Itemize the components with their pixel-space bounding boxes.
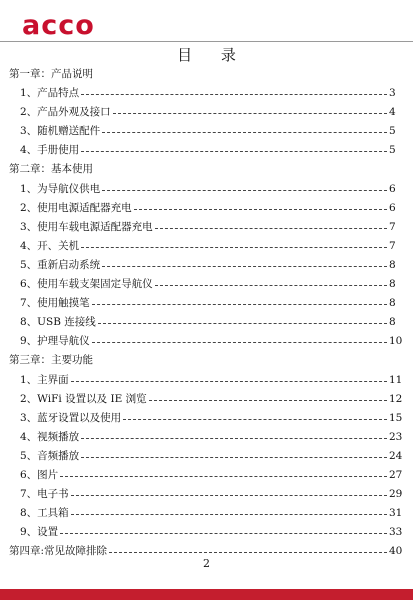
toc-entry-label: 3、使用车载电源适配器充电 xyxy=(20,220,153,233)
toc-entry[interactable] xyxy=(0,199,413,218)
toc-entry[interactable] xyxy=(0,428,413,447)
toc-entry[interactable] xyxy=(0,313,413,332)
toc-entry-label: 第二章：基本使用 xyxy=(9,163,93,176)
toc-page-number: 4 xyxy=(389,106,396,119)
toc-entry-label: 3、随机赠送配件 xyxy=(20,125,101,138)
table-of-contents xyxy=(0,65,413,561)
toc-entry-label: 5、音频播放 xyxy=(20,449,80,462)
dot-leader xyxy=(155,228,387,229)
brand-logo: acco xyxy=(22,10,95,41)
page-title: 目 录 xyxy=(177,46,248,64)
dot-leader xyxy=(102,266,387,267)
dot-leader xyxy=(81,438,387,439)
toc-page-number: 10 xyxy=(389,335,403,348)
toc-entry-label: 7、使用触摸笔 xyxy=(20,297,90,310)
dot-leader xyxy=(92,304,387,305)
toc-entry-label: 9、设置 xyxy=(20,526,59,539)
toc-entry[interactable] xyxy=(0,294,413,313)
toc-page-number: 29 xyxy=(389,488,403,501)
toc-entry[interactable] xyxy=(0,103,413,122)
dot-leader xyxy=(102,132,387,133)
toc-page-number: 8 xyxy=(389,278,396,291)
dot-leader xyxy=(60,533,387,534)
toc-entry[interactable] xyxy=(0,141,413,160)
footer-bar xyxy=(0,589,413,600)
toc-entry[interactable] xyxy=(0,466,413,485)
toc-entry-label: 6、使用车载支架固定导航仪 xyxy=(20,278,153,291)
toc-entry[interactable] xyxy=(0,523,413,542)
dot-leader xyxy=(134,209,387,210)
dot-leader xyxy=(71,381,387,382)
dot-leader xyxy=(71,514,387,515)
toc-entry-label: 4、视频播放 xyxy=(20,430,80,443)
toc-entry-label: 8、工具箱 xyxy=(20,507,69,520)
toc-entry-label: 4、开、关机 xyxy=(20,239,80,252)
toc-page-number: 5 xyxy=(389,125,396,138)
toc-entry-label: 8、USB 连接线 xyxy=(20,316,96,329)
dot-leader xyxy=(92,342,387,343)
toc-page-number: 3 xyxy=(389,87,396,100)
dot-leader xyxy=(60,476,387,477)
dot-leader xyxy=(149,400,387,401)
toc-entry[interactable] xyxy=(0,332,413,351)
toc-entry-label: 第四章:常见故障排除 xyxy=(9,545,108,558)
dot-leader xyxy=(98,323,387,324)
toc-entry-label: 1、产品特点 xyxy=(20,87,80,100)
dot-leader xyxy=(81,457,387,458)
toc-page-number: 8 xyxy=(389,258,396,271)
toc-entry-label: 2、使用电源适配器充电 xyxy=(20,201,132,214)
toc-entry-label: 第一章：产品说明 xyxy=(9,68,93,80)
dot-leader xyxy=(71,495,387,496)
header-divider xyxy=(0,41,413,42)
toc-page-number: 31 xyxy=(389,507,403,520)
toc-entry-label: 7、电子书 xyxy=(20,488,69,501)
toc-page-number: 7 xyxy=(389,220,396,233)
page-number: 2 xyxy=(203,557,210,570)
dot-leader xyxy=(81,151,387,152)
toc-page-number: 27 xyxy=(389,468,403,481)
toc-chapter[interactable] xyxy=(0,65,413,84)
toc-entry[interactable] xyxy=(0,180,413,199)
toc-entry[interactable] xyxy=(0,504,413,523)
toc-entry-label: 1、为导航仪供电 xyxy=(20,182,101,195)
toc-page-number: 12 xyxy=(389,392,403,405)
toc-page-number: 40 xyxy=(389,545,403,558)
toc-entry-label: 4、手册使用 xyxy=(20,144,80,157)
toc-page-number: 15 xyxy=(389,411,403,424)
toc-entry-label: 第三章：主要功能 xyxy=(9,354,93,367)
toc-page-number: 23 xyxy=(389,430,403,443)
dot-leader xyxy=(113,113,387,114)
dot-leader xyxy=(81,247,387,248)
toc-chapter[interactable] xyxy=(0,351,413,370)
toc-page-number: 24 xyxy=(389,449,403,462)
toc-page-number: 8 xyxy=(389,316,396,329)
toc-entry[interactable] xyxy=(0,485,413,504)
toc-entry[interactable] xyxy=(0,256,413,275)
toc-entry-label: 9、护理导航仪 xyxy=(20,335,90,348)
toc-page-number: 6 xyxy=(389,201,396,214)
toc-page-number: 6 xyxy=(389,182,396,195)
toc-entry[interactable] xyxy=(0,84,413,103)
toc-entry[interactable] xyxy=(0,447,413,466)
toc-entry-label: 2、产品外观及接口 xyxy=(20,106,111,119)
dot-leader xyxy=(109,552,387,553)
dot-leader xyxy=(155,285,387,286)
toc-entry[interactable] xyxy=(0,371,413,390)
toc-page-number: 8 xyxy=(389,297,396,310)
toc-entry-label: 3、蓝牙设置以及使用 xyxy=(20,411,122,424)
toc-page-number: 7 xyxy=(389,239,396,252)
toc-page-number: 5 xyxy=(389,144,396,157)
toc-entry-label: 1、主界面 xyxy=(20,373,69,386)
toc-entry-label: 5、重新启动系统 xyxy=(20,258,101,271)
toc-entry[interactable] xyxy=(0,122,413,141)
toc-entry[interactable] xyxy=(0,390,413,409)
toc-entry-label: 2、WiFi 设置以及 IE 浏览 xyxy=(20,392,147,405)
toc-chapter[interactable] xyxy=(0,160,413,179)
toc-entry[interactable] xyxy=(0,275,413,294)
toc-entry-label: 6、图片 xyxy=(20,468,59,481)
dot-leader xyxy=(102,190,387,191)
toc-entry[interactable] xyxy=(0,409,413,428)
toc-entry[interactable] xyxy=(0,237,413,256)
dot-leader xyxy=(123,419,387,420)
dot-leader xyxy=(81,94,387,95)
toc-entry[interactable] xyxy=(0,218,413,237)
toc-page-number: 33 xyxy=(389,526,403,539)
toc-page-number: 11 xyxy=(389,373,403,386)
